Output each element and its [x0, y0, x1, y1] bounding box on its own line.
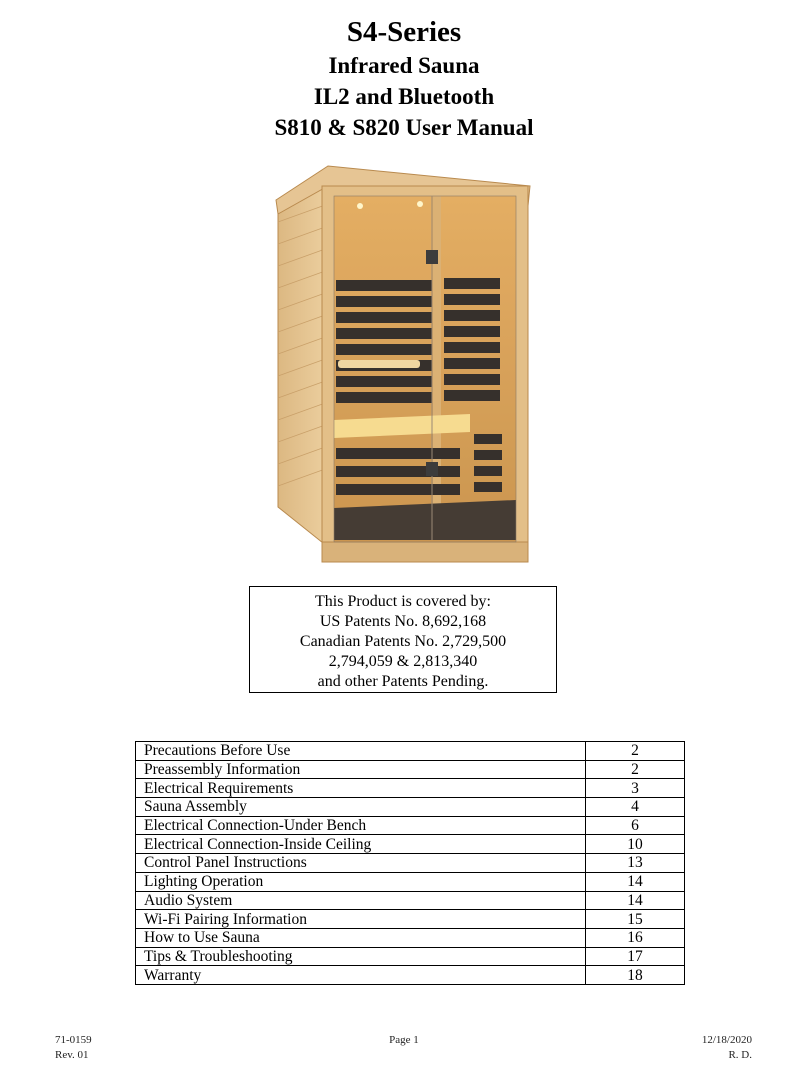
toc-label: Warranty: [136, 966, 586, 985]
toc-page: 2: [586, 742, 685, 761]
revision: Rev. 01: [55, 1049, 89, 1061]
manual-title: S810 & S820 User Manual: [274, 115, 534, 140]
toc-page: 10: [586, 835, 685, 854]
sauna-product-image: [270, 162, 540, 572]
toc-row: [136, 928, 685, 947]
footer-right: [702, 1033, 752, 1063]
toc-label: Lighting Operation: [136, 872, 586, 891]
toc-label: Electrical Connection-Inside Ceiling: [136, 835, 586, 854]
toc-page: 13: [586, 854, 685, 873]
toc-row: [136, 966, 685, 985]
toc-label: How to Use Sauna: [136, 928, 586, 947]
toc-label: Precautions Before Use: [136, 742, 586, 761]
footer-page-number: Page 1: [389, 1034, 419, 1046]
toc-page: 15: [586, 910, 685, 929]
doc-date: 12/18/2020: [701, 1034, 752, 1046]
toc-page: 14: [586, 872, 685, 891]
toc-row: [136, 835, 685, 854]
toc-page: 18: [586, 966, 685, 985]
sauna-glass-door: [334, 196, 516, 542]
toc-page: 14: [586, 891, 685, 910]
toc-row: [136, 742, 685, 761]
toc-label: Tips & Troubleshooting: [136, 947, 586, 966]
doc-number: 71-0159: [55, 1034, 92, 1046]
patent-line-4: 2,794,059 & 2,813,340: [328, 653, 478, 670]
toc-label: Sauna Assembly: [136, 798, 586, 817]
toc-label: Audio System: [136, 891, 586, 910]
sauna-left-wall: [278, 182, 328, 547]
toc-label: Control Panel Instructions: [136, 854, 586, 873]
toc-row: [136, 779, 685, 798]
toc-row: [136, 760, 685, 779]
toc-label: Preassembly Information: [136, 760, 586, 779]
toc-page: 3: [586, 779, 685, 798]
toc-page: 4: [586, 798, 685, 817]
patent-line-3: Canadian Patents No. 2,729,500: [299, 633, 507, 650]
patent-line-2: US Patents No. 8,692,168: [319, 613, 487, 630]
table-of-contents: [135, 741, 685, 985]
toc-label: Electrical Requirements: [136, 779, 586, 798]
toc-page: 17: [586, 947, 685, 966]
toc-row: [136, 798, 685, 817]
patent-notice-box: [249, 586, 557, 693]
series-title: S4-Series: [346, 16, 462, 48]
door-hinge-top: [426, 250, 438, 264]
toc-row: [136, 872, 685, 891]
toc-page: 6: [586, 816, 685, 835]
toc-label: Electrical Connection-Under Bench: [136, 816, 586, 835]
toc-row: [136, 816, 685, 835]
toc-row: [136, 891, 685, 910]
toc-page: 16: [586, 928, 685, 947]
patent-line-1: This Product is covered by:: [315, 593, 491, 610]
product-features: IL2 and Bluetooth: [313, 84, 495, 109]
toc-label: Wi-Fi Pairing Information: [136, 910, 586, 929]
toc-row: [136, 910, 685, 929]
toc-row: [136, 854, 685, 873]
product-type: Infrared Sauna: [328, 53, 480, 78]
toc-row: [136, 947, 685, 966]
author-initials: R. D.: [728, 1049, 752, 1061]
toc-page: 2: [586, 760, 685, 779]
title-block: [0, 14, 808, 143]
door-handle: [426, 462, 438, 476]
patent-line-5: and other Patents Pending.: [317, 673, 489, 690]
